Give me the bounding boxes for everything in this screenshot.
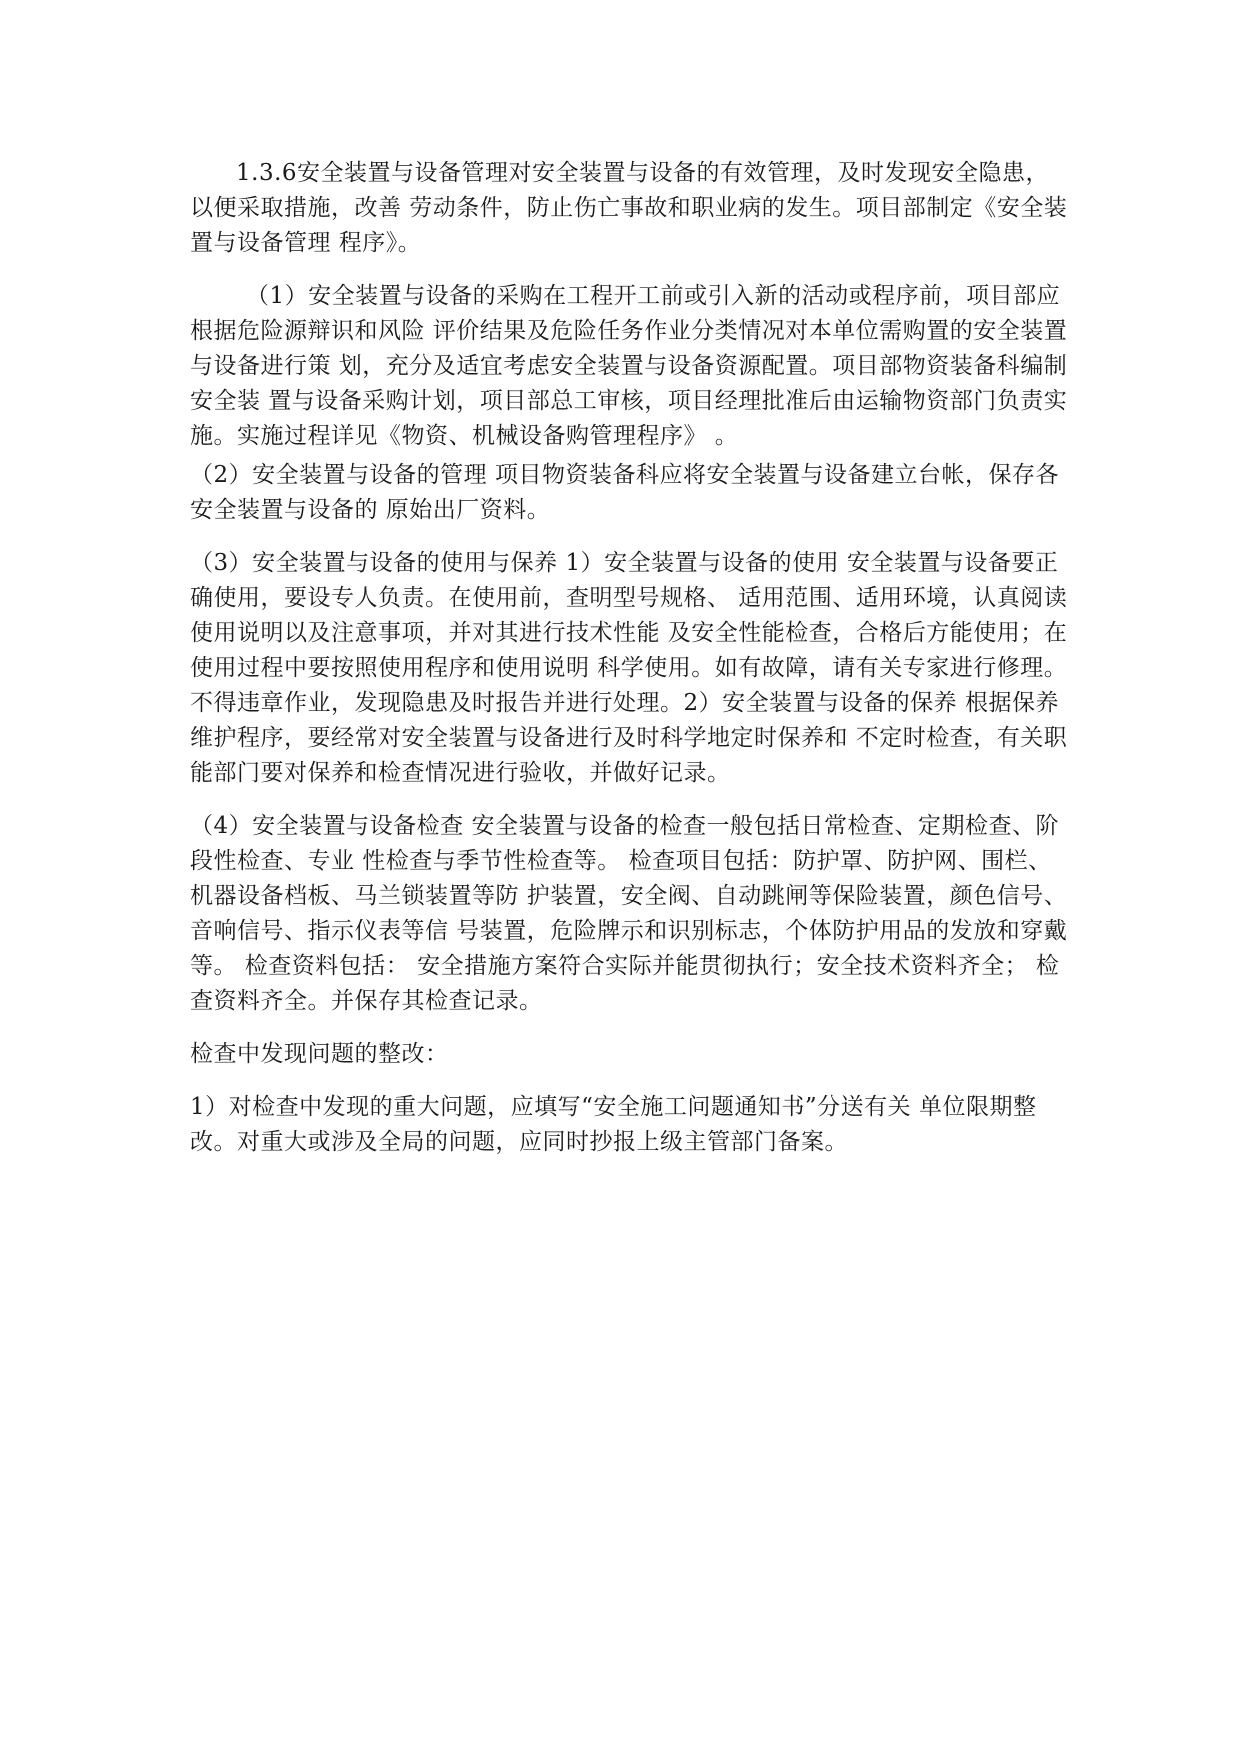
paragraph-inspection: （4）安全装置与设备检查 安全装置与设备的检查一般包括日常检查、定期检查、阶段性检查、专业 性检查与季节性检查等。 检查项目包括：防护罩、防护网、围栏、机器设备档板、马兰锁装置等防 护装置，安全阀、自动跳闸等保险装置，颜色信号、音响信号、指示仪表等信 号装置，危险牌示和识别标志，个体防护用品的发放和穿戴等。 检查资料包括： 安全措施方案符合实际并能贯彻执行；安全技术资料齐全； 检查资料齐全。并保存其检查记录。	[190, 813, 1068, 1014]
paragraph-procurement: （1）安全装置与设备的采购在工程开工前或引入新的活动或程序前，项目部应根据危险源辩识和风险 评价结果及危险任务作业分类情况对本单位需购置的安全装置与设备进行策 划，充分及适宜考虑安全装置与设备资源配置。项目部物资装备科编制安全装 置与设备采购计划，项目部总工审核，项目经理批准后由运输物资部门负责实 施。实施过程详见《物资、机械设备购管理程序》 。	[190, 283, 1068, 449]
paragraph-usage-maintenance: （3）安全装置与设备的使用与保养 1）安全装置与设备的使用 安全装置与设备要正确使用，要设专人负责。在使用前，查明型号规格、 适用范围、适用环境，认真阅读使用说明以及注意事项，并对其进行技术性能 及安全性能检查，合格后方能使用；在使用过程中要按照使用程序和使用说明 科学使用。如有故障，请有关专家进行修理。不得违章作业，发现隐患及时报告并进行处理。2）安全装置与设备的保养 根据保养维护程序，要经常对安全装置与设备进行及时科学地定时保养和 不定时检查，有关职能部门要对保养和检查情况进行验收，并做好记录。	[190, 550, 1068, 786]
paragraph-rectification-1: 1）对检查中发现的重大问题，应填写“安全施工问题通知书”分送有关 单位限期整改。对重大或涉及全局的问题，应同时抄报上级主管部门备案。	[190, 1094, 1037, 1155]
paragraph-1-3-6: 1.3.6安全装置与设备管理对安全装置与设备的有效管理，及时发现安全隐患，以便采取措施，改善 劳动条件，防止伤亡事故和职业病的发生。项目部制定《安全装置与设备管理 程序》。	[190, 160, 1068, 256]
paragraph-management: （2）安全装置与设备的管理 项目物资装备科应将安全装置与设备建立台帐，保存各安全装置与设备的 原始出厂资料。	[190, 462, 1059, 523]
document-body	[190, 156, 1070, 1178]
paragraph-rectification-heading: 检查中发现问题的整改：	[190, 1041, 449, 1067]
